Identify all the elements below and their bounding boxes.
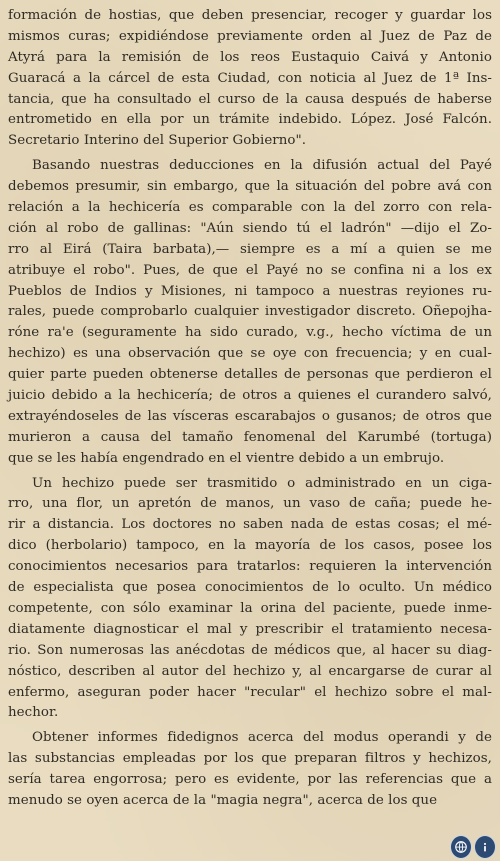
- text-line: que se les había engendrado en el vientre debido a un embrujo.: [8, 450, 445, 466]
- text-line: de especialista que posea conocimientos de lo oculto. Un médico: [8, 580, 492, 596]
- text-line: Guaracá a la cárcel de esta Ciudad, con noticia al Juez de 1ª Ins-: [8, 70, 492, 86]
- text-line: ción al robo de gallinas: "Aún siendo tú el ladrón" —dijo el Zo-: [8, 220, 492, 236]
- text-line: Obtener informes fidedignos acerca del modus operandi y de: [32, 730, 492, 746]
- document-page: [8, 6, 492, 812]
- text-line: las substancias empleadas por los que preparan filtros y hechizos,: [8, 751, 492, 767]
- text-line: rir a distancia. Los doctores no saben nada de estas cosas; el mé-: [8, 517, 492, 533]
- text-line: rales, puede comprobarlo cualquier investigador discreto. Oñepojha-: [8, 304, 492, 320]
- text-line: tancia, que ha consultado el curso de la causa después de haberse: [8, 91, 492, 107]
- text-line: mismos curas; expidiéndose previamente orden al Juez de Paz de: [8, 28, 492, 44]
- text-line: extrayéndoseles de las vísceras escarabajos o gusanos; de otros que: [8, 408, 492, 424]
- text-line: nóstico, describen al autor del hechizo y, al encargarse de curar al: [8, 663, 492, 679]
- text-line: hechor.: [8, 705, 59, 721]
- text-line: diatamente diagnosticar el mal y prescribir el tratamiento necesa-: [8, 621, 492, 637]
- text-line: rro, una flor, un apretón de manos, un vaso de caña; puede he-: [8, 496, 492, 512]
- text-line: Un hechizo puede ser trasmitido o administrado en un ciga-: [32, 475, 492, 491]
- text-line: sería tarea engorrosa; pero es evidente, por las referencias que a: [8, 772, 492, 788]
- text-line: enfermo, aseguran poder hacer "recular" el hechizo sobre el mal-: [8, 684, 492, 700]
- text-line: róne ra'e (seguramente ha sido curado, v.g., hecho víctima de un: [8, 325, 492, 341]
- text-line: quier parte pueden obtenerse detalles de personas que perdieron el: [8, 367, 492, 383]
- text-line: atribuye el robo". Pues, de que el Payé no se confina ni a los ex: [8, 262, 492, 278]
- text-line: competente, con sólo examinar la orina del paciente, puede inme-: [8, 600, 492, 616]
- paragraph: [8, 474, 492, 725]
- text-line: entrometido en ella por un trámite indebido. López. José Falcón.: [8, 112, 492, 128]
- text-line: Secretario Interino del Superior Gobierno".: [8, 133, 307, 149]
- text-line: menudo se oyen acerca de la "magia negra", acerca de los que: [8, 792, 438, 808]
- text-line: Pueblos de Indios y Misiones, ni tampoco a nuestras reyiones ru-: [8, 283, 492, 299]
- text-line: rro al Eirá (Taira barbata),— siempre es a mí a quien se me: [8, 241, 492, 257]
- info-icon[interactable]: [474, 835, 496, 859]
- text-line: debemos presumir, sin embargo, que la situación del pobre avá con: [8, 179, 492, 195]
- corner-badges: [450, 835, 496, 857]
- text-line: hechizo) es una observación que se oye con frecuencia; y en cual-: [8, 346, 492, 362]
- text-line: Atyrá para la remisión de los reos Eustaquio Caivá y Antonio: [8, 49, 492, 65]
- paragraph: [8, 728, 492, 812]
- text-line: relación a la hechicería es comparable con la del zorro con rela-: [8, 200, 492, 216]
- text-line: Basando nuestras deducciones en la difusión actual del Payé: [32, 158, 492, 174]
- globe-icon[interactable]: [450, 835, 472, 859]
- text-line: rio. Son numerosas las anécdotas de médicos que, al hacer su diag-: [8, 642, 492, 658]
- text-line: dico (herbolario) tampoco, en la mayoría de los casos, posee los: [8, 538, 492, 554]
- paragraph: [8, 156, 492, 469]
- text-line: formación de hostias, que deben presenciar, recoger y guardar los: [8, 8, 492, 23]
- text-line: conocimientos necesarios para tratarlos: requieren la intervención: [8, 559, 492, 575]
- text-line: juicio debido a la hechicería; de otros a quienes el curandero salvó,: [8, 388, 492, 404]
- paragraph: [8, 6, 492, 152]
- text-line: murieron a causa del tamaño fenomenal del Karumbé (tortuga): [8, 429, 492, 445]
